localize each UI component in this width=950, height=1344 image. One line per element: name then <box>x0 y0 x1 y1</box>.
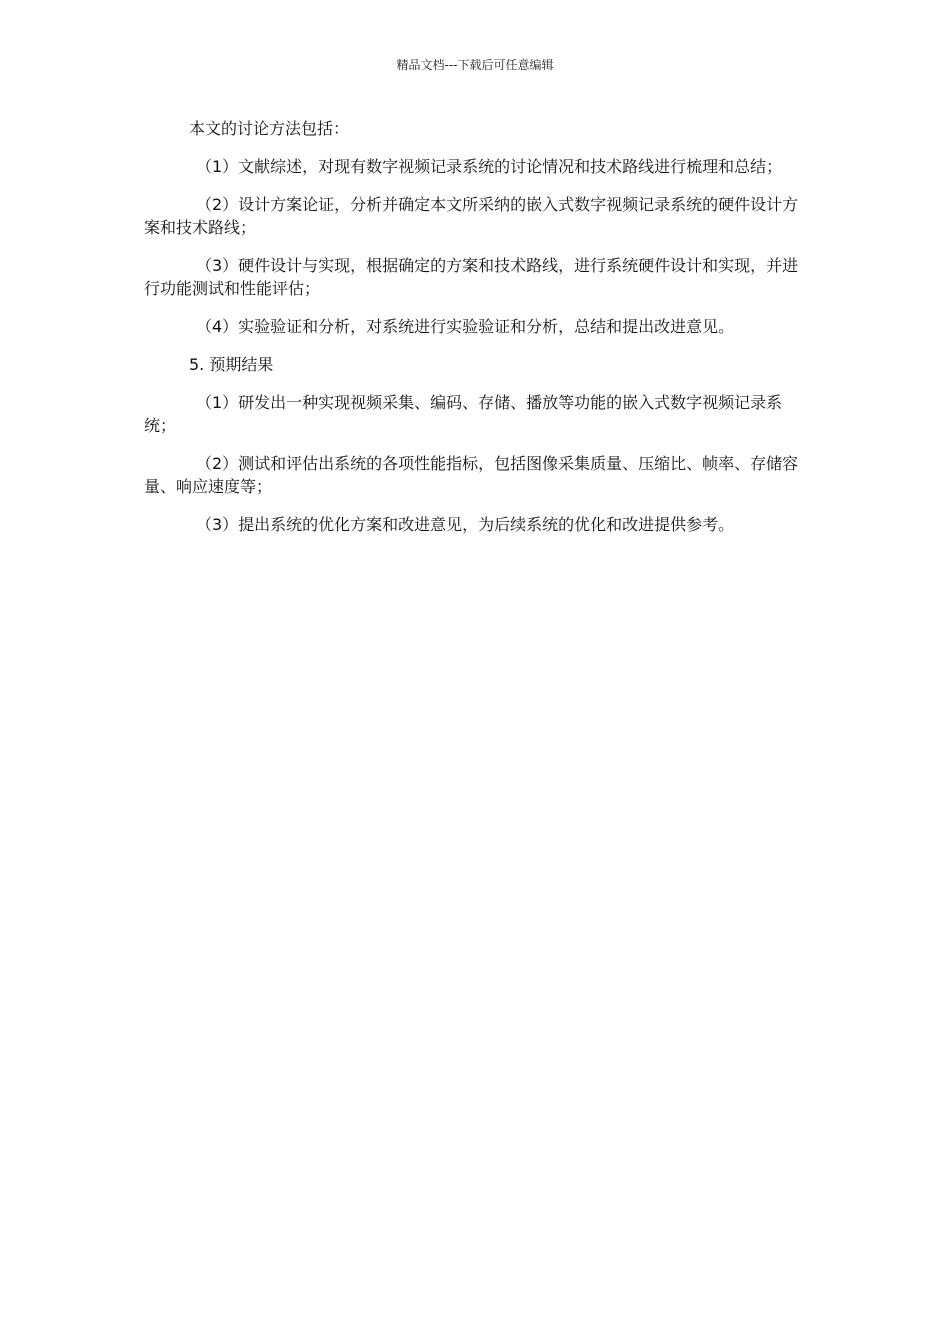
document-body <box>144 117 808 551</box>
result-item-3: （3）提出系统的优化方案和改进意见，为后续系统的优化和改进提供参考。 <box>196 515 735 534</box>
methods-intro: 本文的讨论方法包括： <box>189 119 350 138</box>
result-item-2: （2）测试和评估出系统的各项性能指标，包括图像采集质量、压缩比、帧率、存储容量、响应速度等； <box>144 454 799 496</box>
method-item-3: （3）硬件设计与实现，根据确定的方案和技术路线，进行系统硬件设计和实现，并进行功能测试和性能评估； <box>144 256 799 298</box>
section-heading-expected-results: 5. 预期结果 <box>189 355 274 374</box>
method-item-2: （2）设计方案论证，分析并确定本文所采纳的嵌入式数字视频记录系统的硬件设计方案和技术路线； <box>144 195 799 237</box>
result-item-1: （1）研发出一种实现视频采集、编码、存储、播放等功能的嵌入式数字视频记录系统； <box>144 393 783 435</box>
method-item-1: （1）文献综述，对现有数字视频记录系统的讨论情况和技术路线进行梳理和总结； <box>196 157 783 176</box>
page-header: 精品文档---下载后可任意编辑 <box>396 58 554 72</box>
method-item-4: （4）实验验证和分析，对系统进行实验验证和分析，总结和提出改进意见。 <box>196 317 735 336</box>
